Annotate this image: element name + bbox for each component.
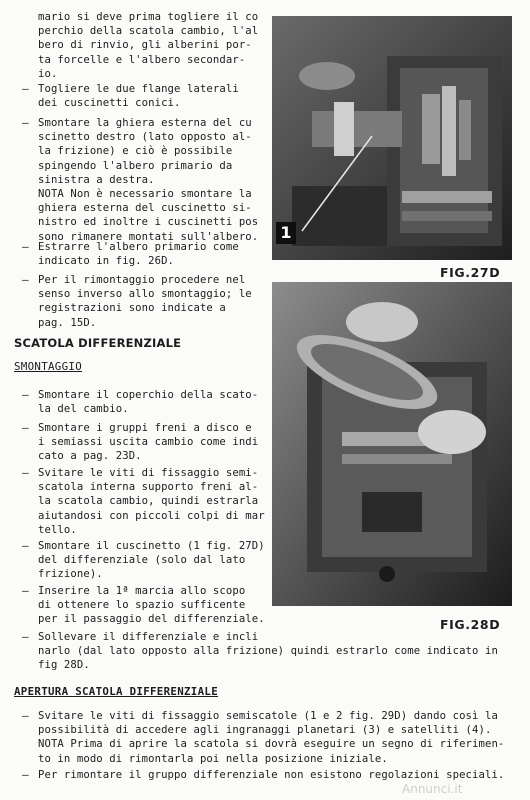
- text-line: registrazioni sono indicate a: [38, 302, 226, 315]
- text-line: indicato in fig. 26D.: [38, 255, 175, 268]
- bullet-dash: –: [22, 421, 29, 434]
- bullet-item: [38, 421, 258, 464]
- text-line: scatola interna supporto freni al-: [38, 481, 259, 494]
- text-line: nistro ed inoltre i cuscinetti pos: [38, 216, 259, 229]
- text-line: sono rimanere montati sull'albero.: [38, 230, 259, 243]
- bullet-item: [38, 388, 258, 416]
- text-line: Smontare il coperchio della scato-: [38, 389, 259, 401]
- bullet-dash: –: [22, 768, 29, 781]
- bullet-dash: –: [22, 466, 29, 479]
- text-line: pag. 15D.: [38, 316, 97, 329]
- text-line: i semiassi uscita cambio come indi: [38, 436, 259, 449]
- bullet-item: [38, 539, 265, 582]
- text-line: Per rimontare il gruppo differenziale non esistono regolazioni speciali.: [38, 769, 505, 781]
- bullet-item: [38, 466, 265, 537]
- text-line: perchio della scatola cambio, l'al: [38, 25, 259, 38]
- text-line: la scatola cambio, quindi estrarla: [38, 495, 259, 508]
- text-line: cato a pag. 23D.: [38, 450, 142, 463]
- text-line: NOTA Non è necessario smontare la: [38, 188, 252, 201]
- text-line: spingendo l'albero primario da: [38, 159, 233, 172]
- text-line: per il passaggio del differenziale.: [38, 613, 265, 626]
- text-line: Smontare il cuscinetto (1 fig. 27D): [38, 540, 265, 552]
- text-line: frizione).: [38, 568, 103, 581]
- text-line: di ottenere lo spazio sufficente: [38, 599, 246, 612]
- text-line: Sollevare il differenziale e incli: [38, 631, 259, 643]
- text-line: la frizione) e ciò è possibile: [38, 145, 233, 158]
- text-line: ta forcelle e l'albero secondar-: [38, 53, 246, 66]
- bullet-dash: –: [22, 709, 29, 722]
- figure-caption: FIG.27D: [440, 265, 501, 280]
- section-heading: APERTURA SCATOLA DIFFERENZIALE: [14, 685, 219, 698]
- figure-caption: FIG.28D: [440, 617, 501, 632]
- text-line: Inserire la 1ª marcia allo scopo: [38, 585, 246, 597]
- bullet-dash: –: [22, 539, 29, 552]
- text-line: possibilità di accedere agli ingranaggi planetari (3) e satelliti (4).: [38, 724, 492, 737]
- text-line: sinistra a destra.: [38, 173, 155, 186]
- bullet-dash: –: [22, 388, 29, 401]
- callout-marker: 1: [276, 222, 296, 244]
- bullet-item: [38, 82, 239, 110]
- bullet-item: [38, 768, 504, 782]
- bullet-dash: –: [22, 240, 29, 253]
- bullet-item: [38, 584, 265, 627]
- bullet-dash: –: [22, 273, 29, 286]
- text-line: to in modo di rimontarla poi nella posizione iniziale.: [38, 752, 388, 765]
- differential-photo-image: [272, 282, 512, 606]
- text-line: Estrarre l'albero primario come: [38, 241, 239, 253]
- text-line: NOTA Prima di aprire la scatola si dovrà eseguire un segno di riferimen-: [38, 738, 505, 751]
- gearbox-photo-image: [272, 16, 512, 260]
- watermark: Annunci.it: [402, 782, 463, 796]
- bullet-dash: –: [22, 82, 29, 95]
- bullet-item: [38, 273, 252, 330]
- text-line: Svitare le viti di fissaggio semi-: [38, 467, 259, 479]
- subsection-heading: SMONTAGGIO: [14, 360, 83, 373]
- text-line: Smontare la ghiera esterna del cu: [38, 117, 252, 129]
- text-line: del differenziale (solo dal lato: [38, 554, 246, 567]
- text-line: mario si deve prima togliere il co: [38, 11, 259, 23]
- bullet-dash: –: [22, 584, 29, 597]
- text-line: Svitare le viti di fissaggio semiscatole (1 e 2 fig. 29D) dando così la: [38, 710, 498, 722]
- text-line: Per il rimontaggio procedere nel: [38, 274, 246, 286]
- text-line: narlo (dal lato opposto alla frizione) quindi estrarlo come indicato in: [38, 645, 498, 658]
- bullet-item: [38, 240, 239, 268]
- bullet-item: [38, 116, 258, 244]
- bullet-dash: –: [22, 630, 29, 643]
- bullet-item: [38, 630, 498, 673]
- text-line: ghiera esterna del cuscinetto si-: [38, 202, 252, 215]
- text-line: io.: [38, 67, 58, 80]
- figure-28d-photo: [272, 282, 512, 606]
- intro-paragraph: [38, 10, 258, 81]
- text-line: Smontare i gruppi freni a disco e: [38, 422, 252, 434]
- text-line: dei cuscinetti conici.: [38, 97, 181, 110]
- text-line: aiutandosi con piccoli colpi di mar: [38, 509, 265, 522]
- text-line: bero di rinvio, gli alberini por-: [38, 39, 252, 52]
- bullet-item: [38, 709, 504, 766]
- text-line: senso inverso allo smontaggio; le: [38, 288, 252, 301]
- text-line: fig 28D.: [38, 659, 90, 672]
- text-line: scinetto destro (lato opposto al-: [38, 131, 252, 144]
- section-heading: SCATOLA DIFFERENZIALE: [14, 336, 182, 350]
- figure-27d-photo: [272, 16, 512, 260]
- bullet-dash: –: [22, 116, 29, 129]
- text-line: tello.: [38, 523, 77, 536]
- text-line: la del cambio.: [38, 403, 129, 416]
- text-line: Togliere le due flange laterali: [38, 83, 239, 95]
